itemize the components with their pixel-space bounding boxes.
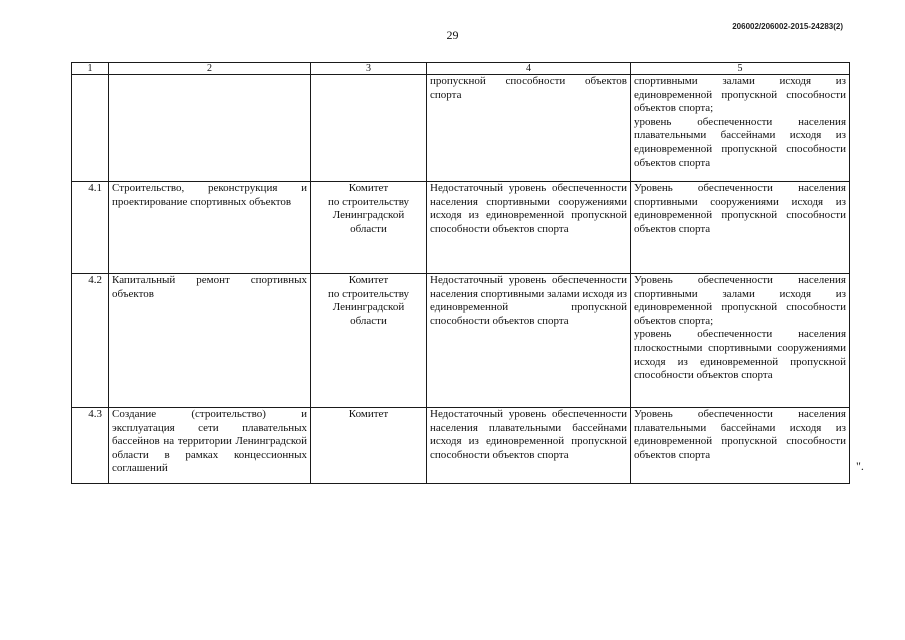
header-cell-1: 1 (72, 63, 109, 75)
executor-line: по строительству (327, 195, 410, 208)
table-header-row (72, 63, 850, 75)
table-row (72, 182, 850, 274)
document-table (71, 62, 850, 484)
closing-quote: ". (856, 459, 864, 473)
row-problem: Недостаточный уровень обеспеченности населения спортивными сооружениями исходя из единовременной пропускной способности объектов спорта (427, 182, 631, 274)
row-problem: Недостаточный уровень обеспеченности населения спортивными залами исходя из единовременной пропускной способности объектов спорта (427, 274, 631, 408)
indicator-text: спортивными залами исходя из единовременной пропускной способности объектов спорта; (634, 75, 846, 115)
table-row (72, 408, 850, 484)
executor-line: области (350, 222, 387, 235)
indicator-text: Уровень обеспеченности населения спортивными сооружениями исходя из единовременной пропускной способности объектов спорта (634, 182, 846, 235)
row-indicators (631, 182, 850, 274)
row-measure-name: Капитальный ремонт спортивных объектов (109, 274, 311, 408)
page-number: 29 (446, 28, 459, 42)
row-problem: Недостаточный уровень обеспеченности населения плавательными бассейнами исходя из единовременной пропускной способности объектов спорта (427, 408, 631, 484)
row-executor (311, 75, 427, 182)
document-code: 206002/206002-2015-24283(2) (732, 22, 843, 31)
indicator-text: уровень обеспеченности населения плавательными бассейнами исходя из единовременной пропускной способности объектов спорта (634, 115, 846, 169)
row-indicators (631, 75, 850, 182)
executor-line: Комитет (348, 408, 389, 420)
row-number: 4.1 (72, 182, 109, 274)
row-executor (311, 182, 427, 274)
executor-line: Ленинградской (332, 209, 405, 222)
row-indicators (631, 408, 850, 484)
row-executor (311, 408, 427, 484)
table-row (72, 274, 850, 408)
row-measure-name: Строительство, реконструкция и проектирование спортивных объектов (109, 182, 311, 274)
indicator-text: уровень обеспеченности населения плоскостными спортивными сооружениями исходя из единовременной пропускной способности объектов спорта (634, 328, 846, 382)
indicator-text: Уровень обеспеченности населения спортивными залами исходя из единовременной пропускной способности объектов спорта; (634, 274, 846, 327)
row-number: 4.2 (72, 274, 109, 408)
executor-line: по строительству (327, 287, 410, 300)
header-cell-4: 4 (427, 63, 631, 75)
executor-line: Комитет (348, 274, 389, 286)
row-indicators (631, 274, 850, 408)
row-executor (311, 274, 427, 408)
header-cell-3: 3 (311, 63, 427, 75)
header-cell-2: 2 (109, 63, 311, 75)
executor-line: области (350, 314, 387, 327)
executor-line: Комитет (348, 182, 389, 194)
executor-line: Ленинградской (332, 301, 405, 314)
row-problem: пропускной способности объектов спорта (427, 75, 631, 182)
table-row (72, 75, 850, 182)
row-number: 4.3 (72, 408, 109, 484)
indicator-text: Уровень обеспеченности населения плавательными бассейнами исходя из единовременной пропускной способности объектов спорта (634, 408, 846, 461)
row-number (72, 75, 109, 182)
row-measure-name (109, 75, 311, 182)
row-measure-name: Создание (строительство) и эксплуатация сети плавательных бассейнов на территории Ленинградской области в рамках концессионных соглашений (109, 408, 311, 484)
header-cell-5: 5 (631, 63, 850, 75)
